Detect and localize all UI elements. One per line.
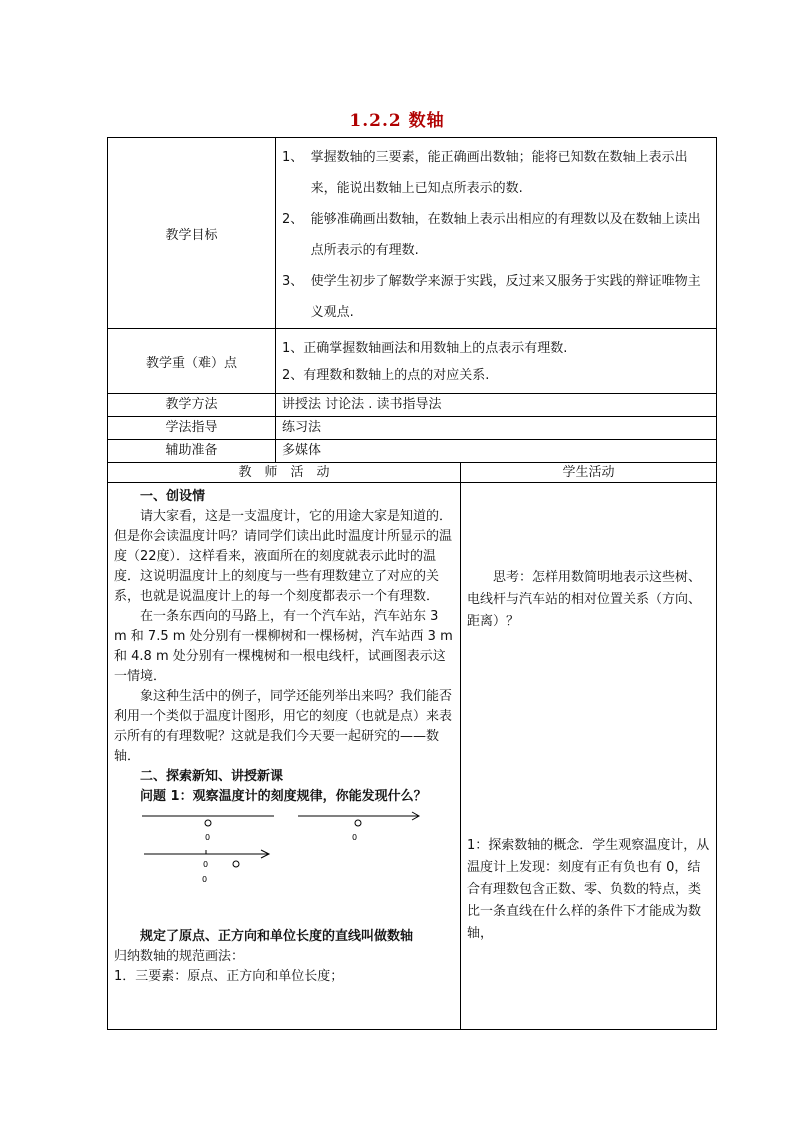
origin-marker-3 [233,861,239,867]
number-line-sketches [114,807,454,927]
teaching-goal-item-number: 3、 [282,274,304,289]
key-point-item-number: 1、 [282,341,304,356]
page-title: 1.2.2 数轴 [349,111,445,131]
question-1: 问题 1：观察温度计的刻度规律，你能发现什么？ [140,789,427,804]
method-value: 讲授法 讨论法 . 读书指导法 [276,394,717,417]
key-point-item [282,335,706,362]
definition: 规定了原点、正方向和单位长度的直线叫做数轴 [140,929,414,944]
paragraph-question: 象这种生活中的例子，同学还能列举出来吗？我们能否利用一个类似于温度计图形，用它的刻度（也就是点）来表示所有的有理数呢？这就是我们今天要一起研究的——数轴． [114,689,453,764]
teaching-goals-label: 教学目标 [108,138,276,329]
teaching-goal-item [282,142,706,204]
axis-label-1: 0 [205,833,211,842]
origin-marker-1 [205,820,211,826]
key-point-item-text: 正确掌握数轴画法和用数轴上的点表示有理数. [303,341,568,356]
aids-label: 辅助准备 [108,440,276,463]
key-point-item-number: 2、 [282,368,304,383]
key-points-cell [276,329,717,394]
method-label: 教学方法 [108,394,276,417]
student-think-text: 思考：怎样用数简明地表示这些树、电线杆与汽车站的相对位置关系（方向、距离）？ [467,570,702,629]
aids-value: 多媒体 [276,440,717,463]
axis-label-2: 0 [352,833,358,842]
teaching-goal-item-text: 使学生初步了解数学来源于实践，反过来又服务于实践的辩证唯物主义观点. [310,274,701,320]
teaching-goal-item-number: 1、 [282,150,304,165]
section-1-title: 一、创设情 [140,489,206,504]
paragraph-thermometer: 请大家看，这是一支温度计，它的用途大家是知道的．但是你会读温度计吗？请同学们读出此时温度计所显示的温度（22度）．这样看来，液面所在的刻度就表示此时的温度．这说明温度计上的刻度与一些有理数建立了对应的关系，也就是说温度计上的每一个刻度都表示一个有理数． [114,509,453,604]
teaching-goal-item [282,266,706,328]
key-point-item-text: 有理数和数轴上的点的对应关系. [303,368,490,383]
student-activity-cell [461,483,717,1030]
summary-heading: 归纳数轴的规范画法： [114,949,245,964]
study-guide-label: 学法指导 [108,417,276,440]
teaching-goal-item [282,204,706,266]
teaching-goal-item-text: 掌握数轴的三要素，能正确画出数轴；能将已知数在数轴上表示出来，能说出数轴上已知点所表示的数. [310,150,688,196]
key-points-label: 教学重（难）点 [108,329,276,394]
student-explore-text: 1：探索数轴的概念．学生观察温度计，从温度计上发现：刻度有正有负也有 0，结合有理数包含正数、零、负数的特点，类比一条直线在什么样的条件下才能成为数轴， [467,838,710,941]
teaching-goal-item-text: 能够准确画出数轴，在数轴上表示出相应的有理数以及在数轴上读出点所表示的有理数. [310,212,701,258]
step-1: 1．三要素：原点、正方向和单位长度； [114,969,344,984]
key-point-item [282,362,706,389]
axis-label-3: 0 [203,860,209,869]
teaching-goal-item-number: 2、 [282,212,304,227]
lesson-plan-table [107,137,717,1030]
teacher-activity-cell [108,483,461,1030]
study-guide-value: 练习法 [276,417,717,440]
teaching-goals-cell [276,138,717,329]
paragraph-road: 在一条东西向的马路上，有一个汽车站，汽车站东 3 m 和 7.5 m 处分别有一棵柳树和一棵杨树，汽车站西 3 m 和 4.8 m 处分别有一棵槐树和一根电线杆，试画图表示这一情境． [114,609,453,684]
key-points-list [276,329,716,393]
origin-marker-2 [355,820,361,826]
teaching-goals-list [276,138,716,328]
number-line-figure [114,807,454,927]
teacher-activity-header: 教 师 活 动 [108,463,461,483]
student-activity-header: 学生活动 [461,463,717,483]
section-2-title: 二、探索新知、讲授新课 [140,769,284,784]
axis-label-4: 0 [202,875,208,884]
